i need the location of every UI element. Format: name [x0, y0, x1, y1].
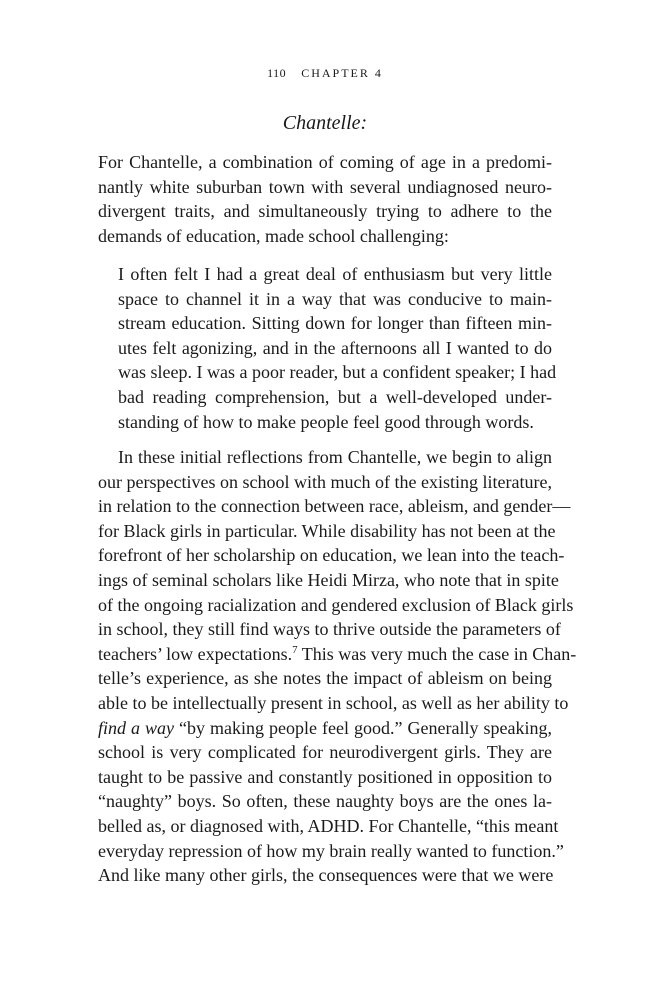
text-line: “naughty” boys. So often, these naughty boys are the ones la- [98, 791, 552, 812]
text-line: bad reading comprehension, but a well-developed under- [118, 386, 552, 407]
text-line: utes felt agonizing, and in the afternoons all I wanted to do [118, 337, 552, 358]
chapter-label: CHAPTER 4 [301, 66, 383, 80]
text-fragment: teachers’ low expectations. [98, 643, 293, 664]
text-line: And like many other girls, the consequences were that we were [98, 865, 554, 886]
text-line: able to be intellectually present in school, as well as her ability to [98, 692, 569, 713]
text-line: in school, they still find ways to thrive outside the parameters of [98, 619, 561, 640]
text-line: for Black girls in particular. While disability has not been at the [98, 520, 556, 541]
paragraph-main [98, 445, 577, 888]
block-quote [118, 262, 557, 434]
footnote-reference[interactable]: 7 [292, 643, 298, 656]
text-line: divergent traits, and simultaneously trying to adhere to the [98, 201, 552, 222]
text-line: telle’s experience, as she notes the impact of ableism on being [98, 668, 552, 689]
text-line: of the ongoing racialization and gendered exclusion of Black girls [98, 594, 574, 615]
text-line: For Chantelle, a combination of coming of age in a predomi- [98, 152, 552, 172]
text-fragment: This was very much the case in Chan- [297, 643, 577, 664]
text-line: everyday repression of how my brain really wanted to function.” [98, 840, 564, 861]
text-line: space to channel it in a way that was conducive to main- [118, 288, 552, 309]
page-number: 110 [267, 66, 287, 80]
text-line: was sleep. I was a poor reader, but a confident speaker; I had [118, 362, 557, 383]
text-line: belled as, or diagnosed with, ADHD. For Chantelle, “this meant [98, 815, 559, 836]
text-line: stream education. Sitting down for longer than fifteen min- [118, 313, 552, 334]
text-line: in relation to the connection between race, ableism, and gender— [98, 496, 571, 517]
text-line: taught to be passive and constantly positioned in opposition to [98, 766, 552, 787]
text-line: nantly white suburban town with several undiagnosed neuro- [98, 176, 552, 197]
text-line: standing of how to make people feel good through words. [118, 411, 534, 432]
text-line: I often felt I had a great deal of enthusiasm but very little [118, 264, 552, 284]
text-line: demands of education, made school challenging: [98, 225, 449, 246]
running-head [0, 66, 650, 81]
text-line-with-footnote [98, 642, 577, 667]
text-line-with-italic [98, 716, 552, 741]
italic-phrase: find a way [98, 717, 175, 738]
section-heading: Chantelle: [282, 112, 368, 134]
text-line: ings of seminal scholars like Heidi Mirza, who note that in spite [98, 569, 559, 590]
text-line: our perspectives on school with much of the existing literature, [98, 471, 552, 492]
text-line: school is very complicated for neurodivergent girls. They are [98, 742, 552, 763]
paragraph-intro [98, 150, 552, 248]
text-line: forefront of her scholarship on education, we lean into the teach- [98, 545, 565, 566]
text-line: In these initial reflections from Chantelle, we begin to align [118, 447, 552, 467]
text-fragment: “by making people feel good.” Generally speaking, [174, 717, 552, 738]
